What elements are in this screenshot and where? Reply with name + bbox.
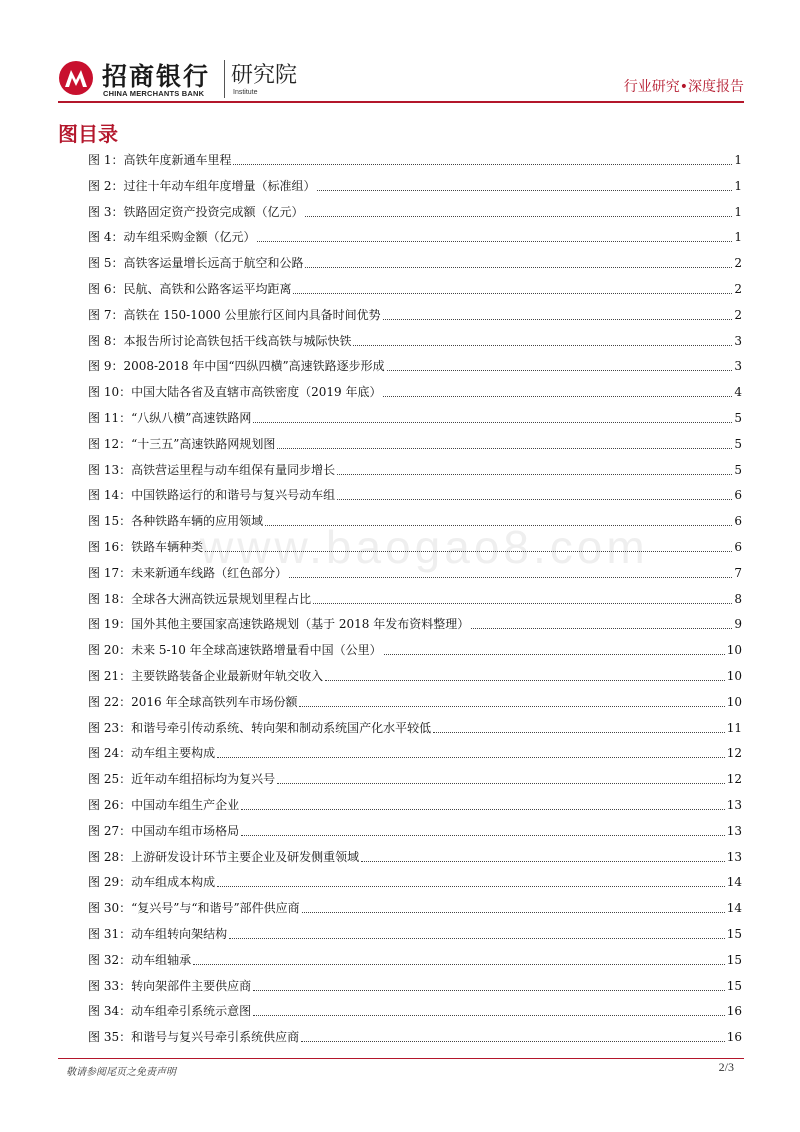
toc-leader-dots: [337, 473, 732, 475]
toc-entry[interactable]: [88, 253, 742, 273]
toc-leader-dots: [277, 447, 732, 449]
header-divider: [58, 101, 744, 103]
toc-entry-label: 图 17：未来新通车线路（红色部分）: [88, 565, 288, 580]
toc-entry[interactable]: [88, 924, 742, 944]
toc-leader-dots: [299, 705, 724, 707]
toc-entry-label: 图 7：高铁在 150-1000 公里旅行区间内具备时间优势: [88, 307, 381, 322]
watermark: www.baogao8.com: [200, 521, 649, 573]
toc-leader-dots: [353, 344, 732, 346]
toc-entry[interactable]: [88, 743, 742, 763]
toc-entry[interactable]: [88, 305, 742, 325]
toc-leader-dots: [302, 911, 725, 913]
toc-entry-label: 图 21：主要铁路装备企业最新财年轨交收入: [88, 669, 324, 683]
toc-leader-dots: [253, 1014, 725, 1016]
toc-leader-dots: [361, 860, 725, 862]
report-type-label: 行业研究•深度报告: [623, 79, 744, 95]
toc-entry[interactable]: [88, 485, 742, 505]
toc-entry[interactable]: [88, 460, 742, 480]
toc-entry-label: 图 26：中国动车组生产企业: [88, 798, 240, 812]
toc-entry-label: 图 18：全球各大洲高铁远景规划里程占比: [88, 591, 312, 606]
toc-entry-label: 图 27：中国动车组市场格局: [88, 823, 240, 838]
toc-entry[interactable]: [88, 227, 742, 247]
toc-entry-label: 图 11：“八纵八横”高速铁路网: [88, 411, 252, 425]
toc-leader-dots: [337, 498, 732, 500]
toc-leader-dots: [317, 189, 732, 191]
toc-entry-page: 1: [734, 230, 742, 245]
toc-entry[interactable]: [88, 640, 742, 660]
bank-name-cn: 招商银行: [102, 62, 211, 91]
toc-entry[interactable]: [88, 150, 742, 170]
toc-entry-page: 15: [726, 978, 742, 993]
toc-entry-page: 7: [734, 565, 742, 580]
toc-entry-label: 图 20：未来 5-10 年全球高速铁路增量看中国（公里）: [88, 643, 382, 658]
toc-entry-page: 12: [726, 772, 742, 787]
toc-entry-page: 10: [726, 643, 742, 658]
toc-leader-dots: [313, 602, 732, 604]
toc-entry-label: 图 28：上游研发设计环节主要企业及研发侧重领域: [88, 849, 360, 864]
toc-entry-label: 图 29：动车组成本构成: [88, 875, 216, 890]
toc-entry[interactable]: [88, 898, 742, 918]
toc-entry[interactable]: [88, 1001, 742, 1021]
toc-entry-label: 图 25：近年动车组招标均为复兴号: [88, 772, 276, 787]
toc-leader-dots: [277, 782, 725, 784]
toc-entry-page: 13: [726, 849, 742, 864]
toc-leader-dots: [383, 395, 732, 397]
toc-entry[interactable]: [88, 718, 742, 738]
toc-entry-page: 9: [734, 617, 742, 632]
toc-leader-dots: [471, 627, 732, 629]
toc-entry[interactable]: [88, 614, 742, 634]
toc-entry[interactable]: [88, 666, 742, 686]
toc-leader-dots: [257, 240, 732, 242]
toc-entry-label: 图 35：和谐号与复兴号牵引系统供应商: [88, 1030, 300, 1045]
toc-leader-dots: [433, 731, 725, 733]
toc-entry-label: 图 10：中国大陆各省及直辖市高铁密度（2019 年底）: [88, 385, 382, 400]
toc-entry-label: 图 12：“十三五”高速铁路网规划图: [88, 436, 276, 451]
toc-entry-page: 11: [726, 720, 742, 735]
toc-entry[interactable]: [88, 434, 742, 454]
toc-entry-page: 1: [734, 178, 742, 193]
toc-entry-page: 1: [734, 153, 742, 167]
toc-entry-page: 3: [734, 333, 742, 348]
toc-entry[interactable]: [88, 589, 742, 609]
toc-entry-label: 图 2：过往十年动车组年度增量（标准组）: [88, 178, 316, 193]
toc-entry-page: 6: [734, 514, 742, 529]
toc-entry-page: 2: [734, 256, 742, 271]
toc-entry[interactable]: [88, 795, 742, 815]
toc-entry-page: 16: [726, 1030, 742, 1045]
toc-entry-page: 2: [734, 307, 742, 322]
toc-entry-page: 14: [726, 875, 742, 890]
toc-entry-label: 图 19：国外其他主要国家高速铁路规划（基于 2018 年发布资料整理）: [88, 617, 470, 632]
toc-leader-dots: [383, 318, 733, 320]
page-number: 2/3: [718, 1060, 734, 1074]
toc-entry-label: 图 23：和谐号牵引传动系统、转向架和制动系统国产化水平较低: [88, 720, 432, 735]
toc-leader-dots: [384, 653, 725, 655]
toc-entry[interactable]: [88, 563, 742, 583]
toc-entry-label: 图 16：铁路车辆种类: [88, 540, 204, 554]
cmb-logo-icon: [58, 60, 94, 96]
toc-entry-label: 图 14：中国铁路运行的和谐号与复兴号动车组: [88, 488, 336, 503]
toc-leader-dots: [387, 369, 733, 371]
toc-entry-label: 图 13：高铁营运里程与动车组保有量同步增长: [88, 462, 336, 477]
toc-leader-dots: [253, 421, 732, 423]
toc-entry-label: 图 31：动车组转向架结构: [88, 927, 228, 941]
toc-entry[interactable]: [88, 976, 742, 996]
toc-entry-label: 图 15：各种铁路车辆的应用领域: [88, 514, 264, 529]
page-header: [58, 56, 744, 102]
toc-entry[interactable]: [88, 1027, 742, 1047]
toc-entry-label: 图 30：“复兴号”与“和谐号”部件供应商: [88, 901, 300, 916]
toc-entry-page: 5: [734, 411, 742, 425]
toc-leader-dots: [289, 576, 732, 578]
toc-entry-page: 4: [734, 385, 742, 400]
toc-entry-page: 8: [734, 591, 742, 606]
toc-entry[interactable]: [88, 821, 742, 841]
toc-entry-page: 6: [734, 488, 742, 503]
toc-leader-dots: [305, 266, 732, 268]
toc-title: 图目录: [58, 122, 118, 146]
toc-entry[interactable]: [88, 408, 742, 428]
toc-entry[interactable]: [88, 176, 742, 196]
footer-divider: [58, 1058, 744, 1059]
toc-entry-label: 图 22：2016 年全球高铁列车市场份额: [88, 694, 298, 709]
toc-leader-dots: [205, 550, 732, 552]
toc-entry[interactable]: [88, 769, 742, 789]
toc-entry-page: 13: [726, 823, 742, 838]
toc-leader-dots: [233, 163, 732, 165]
toc-entry[interactable]: [88, 331, 742, 351]
toc-entry-page: 5: [734, 462, 742, 477]
institute-name-en: Institute: [233, 89, 258, 96]
toc-entry[interactable]: [88, 382, 742, 402]
toc-leader-dots: [293, 292, 732, 294]
bank-name-en: CHINA MERCHANTS BANK: [103, 89, 205, 98]
toc-entry[interactable]: [88, 950, 742, 970]
toc-entry-label: 图 4：动车组采购金额（亿元）: [88, 230, 256, 245]
toc-leader-dots: [217, 885, 725, 887]
toc-entry-page: 14: [726, 901, 742, 916]
toc-entry[interactable]: [88, 847, 742, 867]
toc-entry-label: 图 33：转向架部件主要供应商: [88, 978, 252, 993]
toc-entry-page: 16: [726, 1004, 742, 1019]
toc-entry-label: 图 5：高铁客运量增长远高于航空和公路: [88, 256, 304, 271]
toc-leader-dots: [229, 937, 725, 939]
footer-disclaimer: 敬请参阅尾页之免责声明: [66, 1067, 176, 1078]
toc-entry-page: 10: [726, 694, 742, 709]
toc-entry-label: 图 9：2008-2018 年中国“四纵四横”高速铁路逐步形成: [88, 359, 385, 374]
toc-leader-dots: [305, 215, 732, 217]
toc-entry-label: 图 3：铁路固定资产投资完成额（亿元）: [88, 204, 304, 219]
toc-leader-dots: [265, 524, 732, 526]
logo-divider: [224, 60, 225, 98]
toc-leader-dots: [325, 679, 725, 681]
toc-entry[interactable]: [88, 872, 742, 892]
toc-entry-page: 13: [726, 798, 742, 812]
toc-entry-label: 图 1：高铁年度新通车里程: [88, 153, 232, 167]
toc-entry-page: 5: [734, 436, 742, 451]
toc-entry-page: 1: [734, 204, 742, 219]
toc-entry[interactable]: [88, 356, 742, 376]
toc-entry[interactable]: [88, 537, 742, 557]
toc-entry-label: 图 32：动车组轴承: [88, 952, 192, 967]
toc-leader-dots: [241, 834, 725, 836]
institute-name-cn: 研究院: [231, 63, 298, 88]
toc-entry-page: 15: [726, 952, 742, 967]
toc-entry-label: 图 6：民航、高铁和公路客运平均距离: [88, 282, 292, 296]
toc-entry-label: 图 8：本报告所讨论高铁包括干线高铁与城际快铁: [88, 333, 352, 348]
toc-entry-page: 15: [726, 927, 742, 941]
toc-leader-dots: [253, 989, 725, 991]
toc-entry-page: 12: [726, 746, 742, 761]
toc-entry-page: 6: [734, 540, 742, 554]
toc-entry-page: 2: [734, 282, 742, 296]
toc-leader-dots: [217, 756, 725, 758]
toc-entry-page: 10: [726, 669, 742, 683]
toc-entry[interactable]: [88, 279, 742, 299]
toc-entry-label: 图 24：动车组主要构成: [88, 746, 216, 761]
toc-entry[interactable]: [88, 692, 742, 712]
toc-leader-dots: [301, 1040, 725, 1042]
toc-leader-dots: [193, 963, 725, 965]
toc-leader-dots: [241, 808, 725, 810]
toc-entry[interactable]: [88, 202, 742, 222]
toc-entry[interactable]: [88, 511, 742, 531]
toc-entry-page: 3: [734, 359, 742, 374]
toc-entry-label: 图 34：动车组牵引系统示意图: [88, 1004, 252, 1019]
